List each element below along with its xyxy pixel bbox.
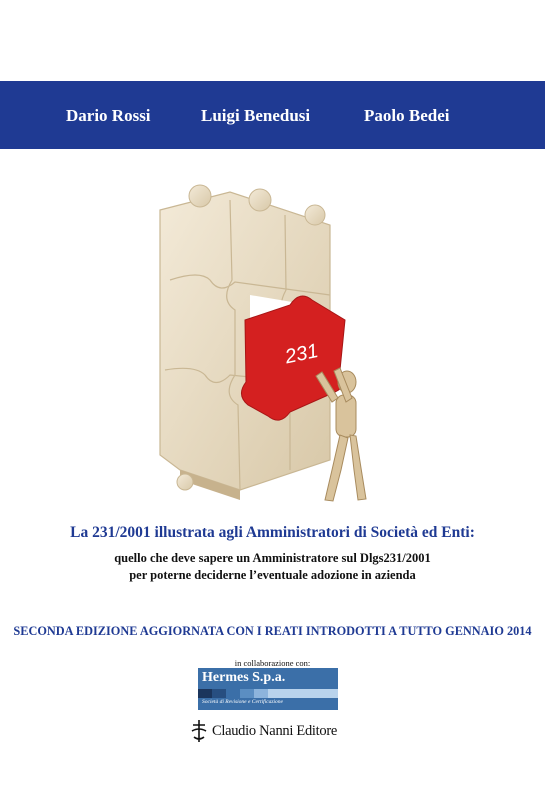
publisher-name: Claudio Nanni Editore bbox=[212, 722, 337, 739]
cover-illustration bbox=[140, 170, 380, 510]
piece-label: 231 bbox=[283, 339, 321, 369]
hermes-logo bbox=[198, 668, 338, 710]
publisher-icon bbox=[190, 719, 208, 743]
author-band bbox=[0, 81, 545, 149]
book-subtitle bbox=[0, 550, 545, 584]
collaboration-label: in collaborazione con: bbox=[234, 658, 311, 668]
subtitle-line: per poterne deciderne l’eventuale adozione in azienda bbox=[129, 568, 416, 582]
author-name: Dario Rossi bbox=[66, 106, 151, 125]
author-name: Luigi Benedusi bbox=[201, 106, 311, 125]
publisher-logo bbox=[190, 718, 337, 744]
hermes-color-strip bbox=[198, 689, 338, 698]
subtitle-line: quello che deve sapere un Amministratore sul Dlgs231/2001 bbox=[114, 551, 431, 565]
hermes-name: Hermes S.p.a. bbox=[202, 670, 286, 685]
edition-note: SECONDA EDIZIONE AGGIORNATA CON I REATI INTRODOTTI A TUTTO GENNAIO 2014 bbox=[13, 624, 532, 638]
book-title: La 231/2001 illustrata agli Amministratori di Società ed Enti: bbox=[70, 524, 475, 541]
hermes-tagline: Società di Revisione e Certificazione bbox=[202, 699, 283, 705]
author-name: Paolo Bedei bbox=[364, 106, 450, 125]
